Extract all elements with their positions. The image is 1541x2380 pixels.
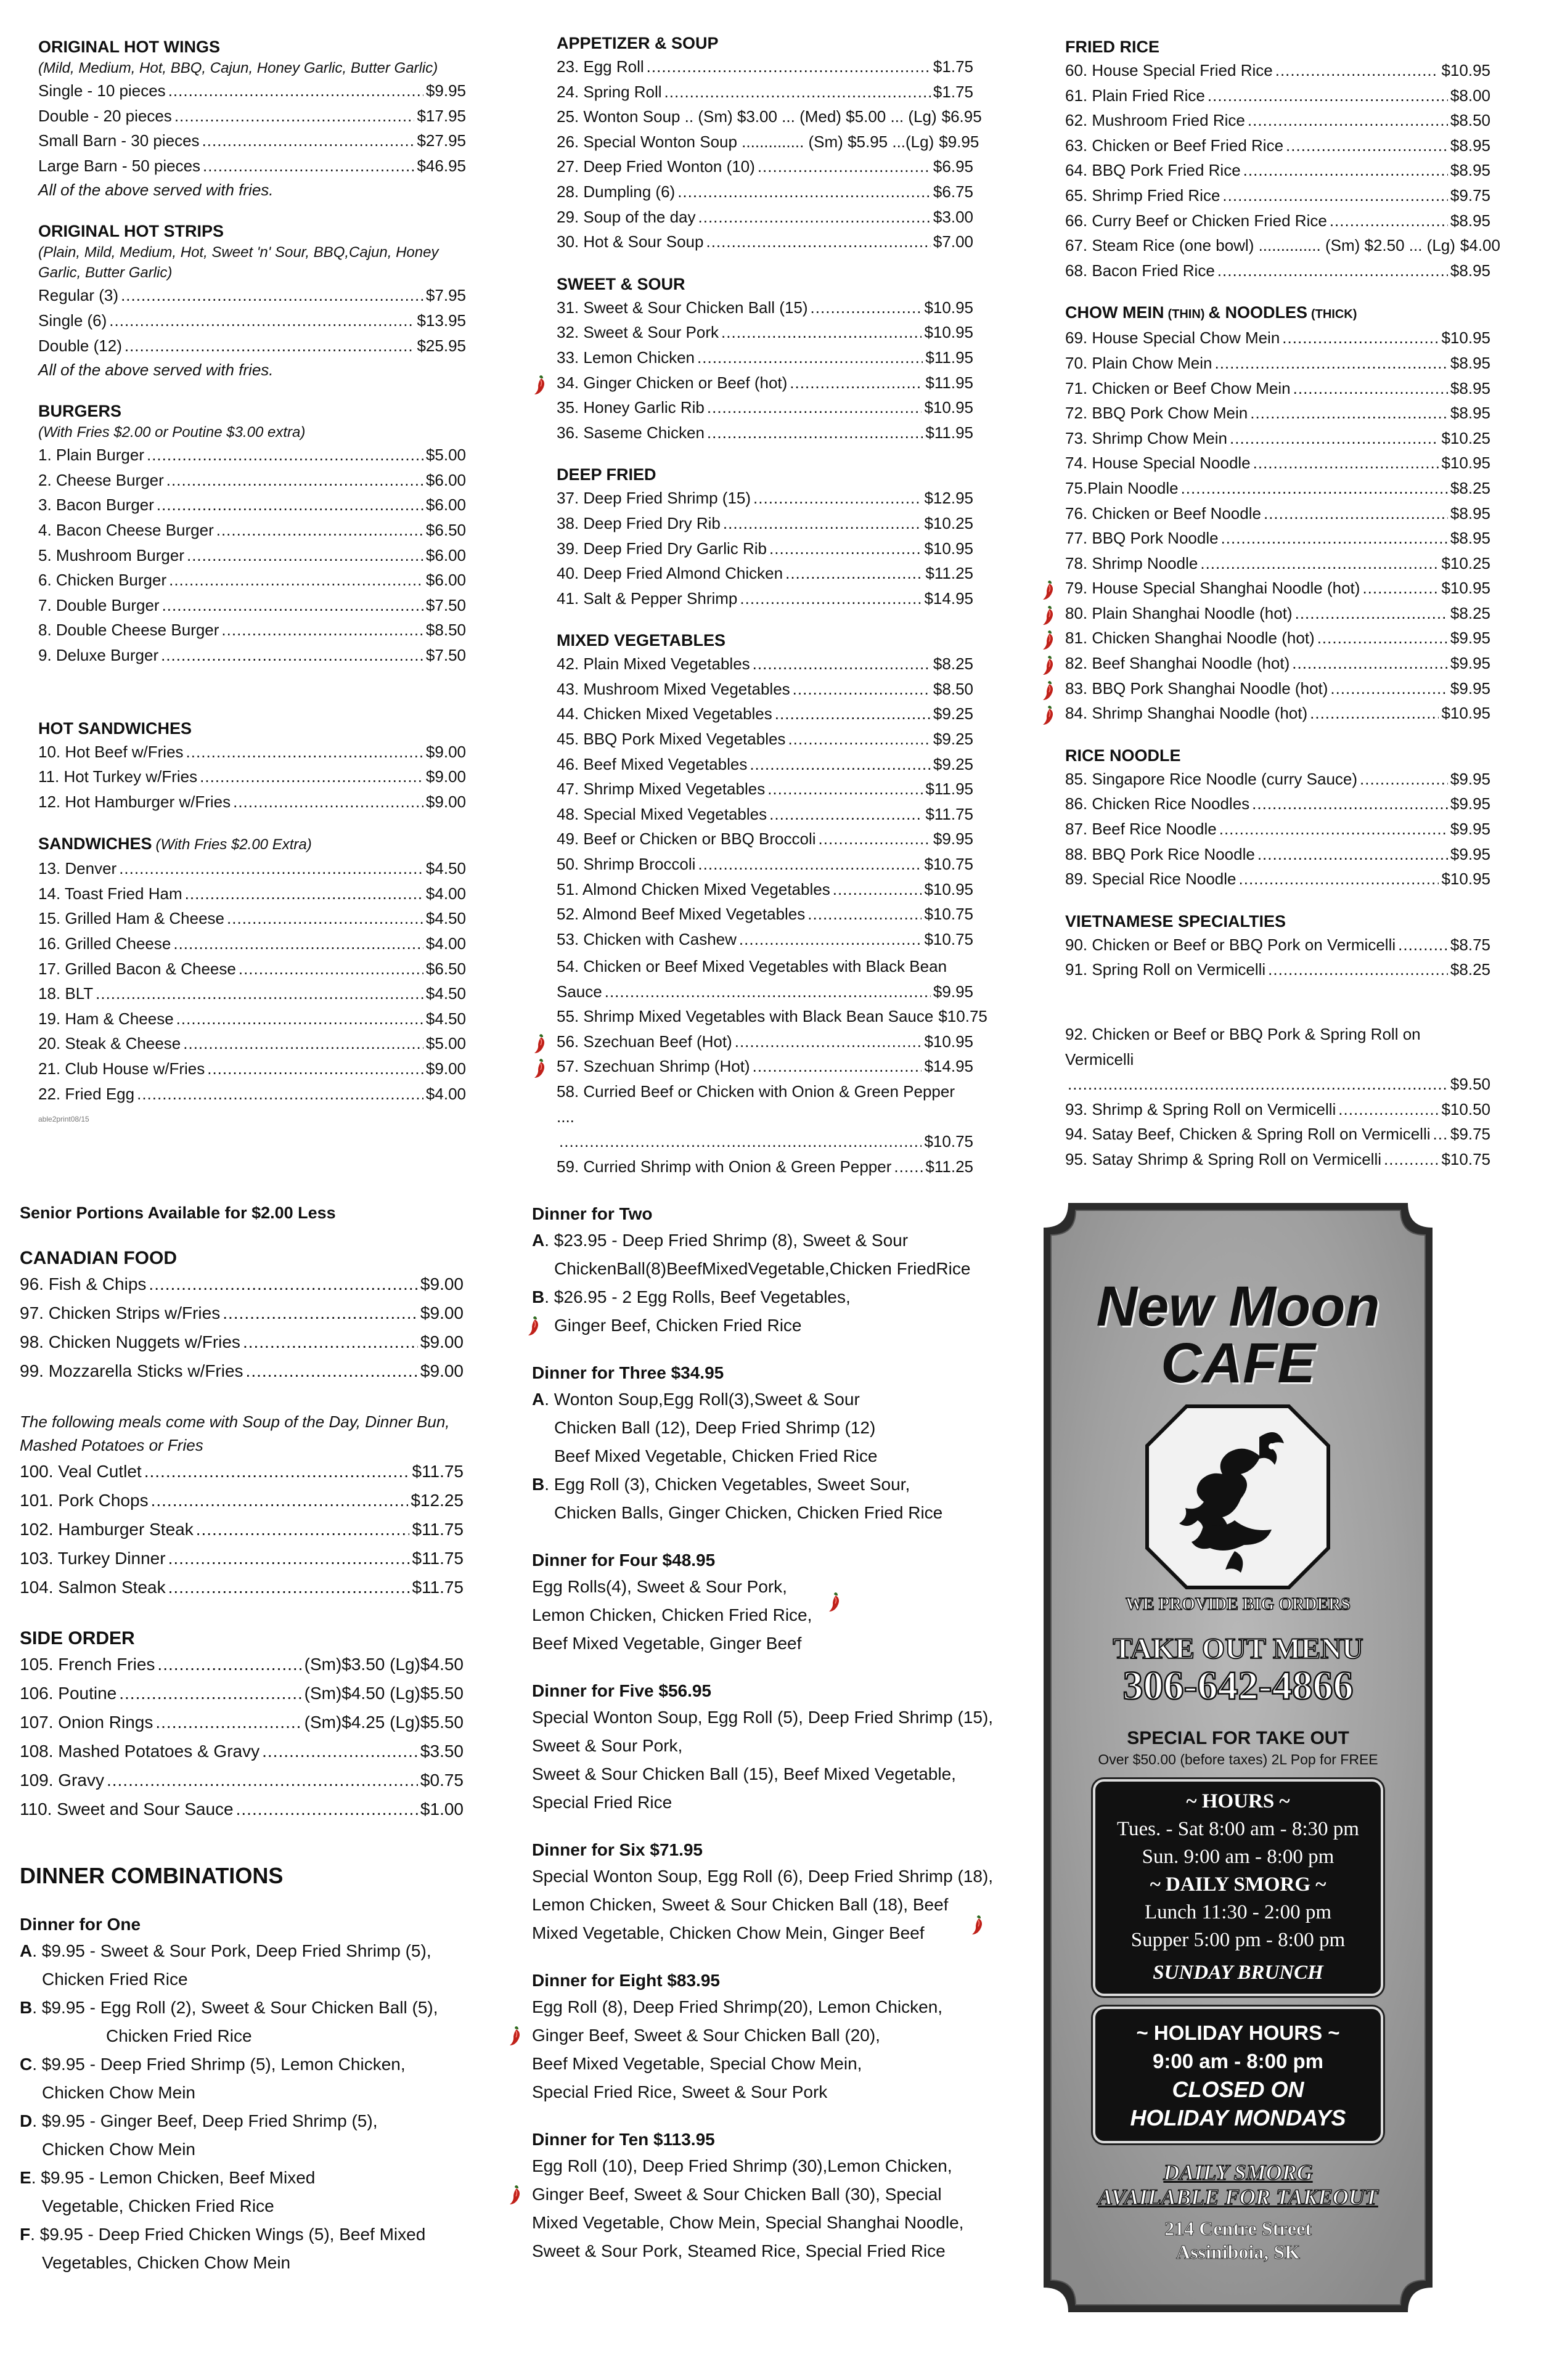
dinner-one-option: A. $9.95 - Sweet & Sour Pork, Deep Fried Shrimp (5), — [20, 1941, 431, 1960]
chili-pepper-icon — [509, 2025, 522, 2046]
senior-note: Senior Portions Available for $2.00 Less — [20, 1204, 336, 1222]
chili-pepper-icon — [527, 1315, 541, 1336]
side-item: 107. Onion Rings ..... (Sm)$4.25 (Lg)$5.50 — [20, 1708, 464, 1737]
menu-item: 82. Beef Shanghai Noodle (hot) ..... $9.95 — [1065, 651, 1490, 676]
menu-item: Single - 10 pieces ..... $9.95 — [38, 78, 466, 104]
menu-column-2-tail — [557, 954, 987, 1179]
special-title: SPECIAL FOR TAKE OUT — [1127, 1728, 1349, 1748]
menu-item: 36. Saseme Chicken ..... $11.95 — [557, 420, 973, 446]
item-58-line2: ..... $10.75 — [557, 1129, 973, 1154]
menu-item: 26. Special Wonton Soup .............. (Sm) $5.95 ...(Lg) $9.95 — [557, 132, 979, 151]
lunch-hours: Lunch 11:30 - 2:00 pm — [1144, 1901, 1332, 1923]
section-subtitle: (Mild, Medium, Hot, BBQ, Cajun, Honey Garlic, Butter Garlic) — [38, 60, 438, 76]
menu-item: 70. Plain Chow Mein ..... $8.95 — [1065, 351, 1490, 376]
menu-item: 27. Deep Fried Wonton (10) ..... $6.95 — [557, 154, 973, 179]
menu-column-1 — [38, 36, 466, 1123]
menu-item: 19. Ham & Cheese ..... $4.50 — [38, 1006, 466, 1032]
menu-item: 95. Satay Shrimp & Spring Roll on Vermicelli ..... $10.75 — [1065, 1147, 1490, 1172]
chili-pepper-icon — [533, 1033, 547, 1054]
menu-item: 2. Cheese Burger ..... $6.00 — [38, 468, 466, 493]
meals-note-2: Mashed Potatoes or Fries — [20, 1436, 203, 1454]
menu-item: 71. Chicken or Beef Chow Mein ..... $8.95 — [1065, 376, 1490, 401]
dinner-one-option: B. $9.95 - Egg Roll (2), Sweet & Sour Chicken Ball (5), — [20, 1998, 438, 2017]
menu-item: 83. BBQ Pork Shanghai Noodle (hot) ..... $9.95 — [1065, 676, 1490, 701]
menu-item: 40. Deep Fried Almond Chicken ..... $11.25 — [557, 561, 973, 586]
dinner-three-title: Dinner for Three $34.95 — [532, 1363, 724, 1382]
chili-pepper-icon — [1042, 579, 1055, 600]
menu-item: 38. Deep Fried Dry Rib ..... $10.25 — [557, 511, 973, 536]
menu-item: 73. Shrimp Chow Mein ..... $10.25 — [1065, 426, 1490, 451]
hours-box — [1093, 1779, 1383, 1996]
meal-item: 103. Turkey Dinner ..... $11.75 — [20, 1544, 464, 1573]
menu-item: 90. Chicken or Beef or BBQ Pork on Vermicelli ..... $8.75 — [1065, 932, 1490, 958]
hours-title: ~ HOURS ~ — [1186, 1790, 1290, 1812]
menu-item: 84. Shrimp Shanghai Noodle (hot) ..... $10.95 — [1065, 701, 1490, 726]
available-takeout-banner: AVAILABLE FOR TAKEOUT — [1098, 2185, 1378, 2209]
menu-item: 4. Bacon Cheese Burger ..... $6.50 — [38, 518, 466, 543]
supper-hours: Supper 5:00 pm - 8:00 pm — [1130, 1929, 1346, 1951]
menu-item: 61. Plain Fried Rice ..... $8.00 — [1065, 83, 1490, 108]
menu-item: 77. BBQ Pork Noodle ..... $8.95 — [1065, 526, 1490, 551]
chili-pepper-icon — [1042, 605, 1055, 626]
menu-item: 66. Curry Beef or Chicken Fried Rice ..... $8.95 — [1065, 208, 1490, 234]
holiday-hours: 9:00 am - 8:00 pm — [1153, 2050, 1323, 2072]
menu-item: 1. Plain Burger ..... $5.00 — [38, 442, 466, 468]
dinner-one-option: C. $9.95 - Deep Fried Shrimp (5), Lemon Chicken, — [20, 2055, 406, 2074]
section-title: ORIGINAL HOT STRIPS — [38, 222, 224, 241]
holiday-title: ~ HOLIDAY HOURS ~ — [1136, 2021, 1340, 2044]
side-order-title: SIDE ORDER — [20, 1628, 135, 1648]
dragon-logo-icon — [1167, 1419, 1309, 1579]
chili-pepper-icon — [828, 1591, 841, 1612]
menu-item: 48. Special Mixed Vegetables ..... $11.75 — [557, 802, 973, 827]
section-title: SANDWICHES (With Fries $2.00 Extra) — [38, 834, 312, 854]
meal-item: 102. Hamburger Steak ..... $11.75 — [20, 1515, 464, 1544]
section-title: FRIED RICE — [1065, 38, 1160, 56]
menu-item: 72. BBQ Pork Chow Mein ..... $8.95 — [1065, 401, 1490, 426]
menu-item: 44. Chicken Mixed Vegetables ..... $9.25 — [557, 701, 973, 727]
menu-item: 49. Beef or Chicken or BBQ Broccoli ..... $9.95 — [557, 826, 973, 852]
address-line-2: Assiniboia, SK — [1176, 2241, 1300, 2263]
menu-item: 65. Shrimp Fried Rice ..... $9.75 — [1065, 183, 1490, 208]
menu-item: 52. Almond Beef Mixed Vegetables ..... $10.75 — [557, 902, 973, 927]
menu-item: 78. Shrimp Noodle ..... $10.25 — [1065, 551, 1490, 576]
big-orders-text: WE PROVIDE BIG ORDERS — [1126, 1595, 1351, 1614]
dinner-one-option-cont: Vegetable, Chicken Fried Rice — [42, 2196, 274, 2215]
menu-item: 14. Toast Fried Ham ..... $4.00 — [38, 881, 466, 907]
menu-item: 13. Denver ..... $4.50 — [38, 856, 466, 881]
menu-item: 50. Shrimp Broccoli ..... $10.75 — [557, 852, 973, 877]
phone-number: 306-642-4866 — [1122, 1663, 1354, 1708]
menu-item: 79. House Special Shanghai Noodle (hot) ..... $10.95 — [1065, 576, 1490, 601]
menu-item: 63. Chicken or Beef Fried Rice ..... $8.95 — [1065, 133, 1490, 158]
section-title: DEEP FRIED — [557, 465, 656, 484]
menu-item: 91. Spring Roll on Vermicelli ..... $8.25 — [1065, 957, 1490, 982]
dinner-one-option: F. $9.95 - Deep Fried Chicken Wings (5), Beef Mixed — [20, 2225, 426, 2244]
dinner-four-title: Dinner for Four $48.95 — [532, 1551, 716, 1570]
section-title: RICE NOODLE — [1065, 746, 1181, 765]
section-title: BURGERS — [38, 402, 122, 421]
menu-item: 28. Dumpling (6) ..... $6.75 — [557, 179, 973, 205]
menu-item: 31. Sweet & Sour Chicken Ball (15) ..... $10.95 — [557, 295, 973, 320]
canadian-item: 99. Mozzarella Sticks w/Fries ..... $9.00 — [20, 1356, 464, 1385]
menu-item: 75.Plain Noodle ..... $8.25 — [1065, 476, 1490, 501]
side-item: 110. Sweet and Sour Sauce ..... $1.00 — [20, 1795, 464, 1824]
item-57: 57. Szechuan Shrimp (Hot) ..... $14.95 — [557, 1054, 973, 1079]
dinner-one-title: Dinner for One — [20, 1915, 141, 1934]
dinner-combinations-title: DINNER COMBINATIONS — [20, 1863, 284, 1888]
special-subtitle: Over $50.00 (before taxes) 2L Pop for FREE — [1098, 1751, 1378, 1767]
chili-pepper-icon — [1042, 704, 1055, 725]
meal-item: 104. Salmon Steak ..... $11.75 — [20, 1573, 464, 1602]
menu-column-3-tail — [1065, 1022, 1490, 1172]
menu-item: 16. Grilled Cheese ..... $4.00 — [38, 931, 466, 956]
canadian-title: CANADIAN FOOD — [20, 1248, 177, 1268]
chili-pepper-icon — [509, 2184, 522, 2205]
item-59: 59. Curried Shrimp with Onion & Green Pepper ..... $11.25 — [557, 1154, 973, 1180]
section-title: CHOW MEIN (THIN) & NOODLES (THICK) — [1065, 303, 1357, 322]
menu-item: 17. Grilled Bacon & Cheese ..... $6.50 — [38, 956, 466, 982]
menu-item: 51. Almond Chicken Mixed Vegetables ..... $10.95 — [557, 877, 973, 902]
menu-item: Double - 20 pieces ..... $17.95 — [38, 104, 466, 129]
menu-item: 18. BLT ..... $4.50 — [38, 981, 466, 1006]
menu-item: 7. Double Burger ..... $7.50 — [38, 593, 466, 618]
section-title: SWEET & SOUR — [557, 274, 685, 293]
restaurant-info-panel — [1044, 1203, 1433, 2312]
menu-item: 21. Club House w/Fries ..... $9.00 — [38, 1056, 466, 1082]
dinner-one-option-cont: Chicken Fried Rice — [106, 2026, 252, 2045]
menu-item: 86. Chicken Rice Noodles ..... $9.95 — [1065, 791, 1490, 817]
section-note: All of the above served with fries. — [38, 361, 274, 380]
menu-item: 8. Double Cheese Burger ..... $8.50 — [38, 617, 466, 643]
dinner-one-option: D. $9.95 - Ginger Beef, Deep Fried Shrimp (5), — [20, 2111, 378, 2130]
lower-middle-column: Dinner for Two A. $23.95 - Deep Fried Shrimp (8), Sweet & Sour ChickenBall(8)BeefMixedVegetable,Chicken FriedRice B. $26.95 - 2 Egg Rolls, Beef Vegetables, Ginger Beef, Chicken Fried Rice Dinner for Three $34.95 A. Wonton Soup,Egg Roll(3),Sweet & Sour Chicken Ball (12), Deep Fried Shrimp (12) Beef Mixed Vegetable, Chicken Fried Rice B. Egg Roll (3), Chicken Vegetables, Sweet Sour, Chicken Balls, Ginger Chicken, Chicken Fried Rice Dinner for Four $48.95 Egg Rolls(4), Sweet & Sour Pork, Lemon Chicken, Chicken Fried Rice, Beef Mixed Vegetable, Ginger Beef Dinner for Five $56.95 Special Wonton Soup, Egg Roll (5), Deep Fried Shrimp (15), Sweet & Sour Pork, Sweet & Sour Chicken Ball (15), Beef Mixed Vegetable, Special Fried Rice Dinner for Six $71.95 Special Wonton Soup, Egg Roll (6), Deep Fried Shrimp (18), Lemon Chicken, Sweet & Sour Chicken Ball (18), Beef Mixed Vegetable, Chicken Chow Mein, Ginger Beef Dinner for Eight $83.95 Egg Roll (8), Deep Fried Shrimp(20), Lemon Chicken, Ginger Beef, Sweet & Sour Chicken Ball (20), Beef Mixed Vegetable, Special Chow Mein, Special Fried Rice, Sweet & Sour Pork Dinner for Ten $113.95 Egg Roll (10), Deep Fried Shrimp (30),Lemon Chicken, Ginger Beef, Sweet & Sour Chicken Ball (30), Special Mixed Vegetable, Chow Mein, Special Shanghai Noodle, Sweet & Sour Pork, Steamed Rice, Special Fried Rice — [532, 1202, 1000, 2265]
side-item: 105. French Fries ..... (Sm)$3.50 (Lg)$4.50 — [20, 1650, 464, 1679]
menu-item: 43. Mushroom Mixed Vegetables ..... $8.50 — [557, 677, 973, 702]
item-54-line2: Sauce ..... $9.95 — [557, 979, 973, 1005]
section-title: ORIGINAL HOT WINGS — [38, 38, 220, 56]
dinner-ten-title: Dinner for Ten $113.95 — [532, 2130, 715, 2149]
sunday-brunch: SUNDAY BRUNCH — [1153, 1962, 1323, 1984]
menu-item: 87. Beef Rice Noodle ..... $9.95 — [1065, 817, 1490, 842]
dinner-one-option-cont: Vegetables, Chicken Chow Mein — [42, 2253, 291, 2272]
menu-item: 11. Hot Turkey w/Fries ..... $9.00 — [38, 764, 466, 789]
menu-item: Large Barn - 50 pieces ..... $46.95 — [38, 153, 466, 179]
chili-pepper-icon — [533, 374, 547, 395]
takeout-menu-title: TAKE OUT MENU — [1113, 1632, 1363, 1665]
menu-item: 5. Mushroom Burger ..... $6.00 — [38, 543, 466, 568]
meals-note-1: The following meals come with Soup of the Day, Dinner Bun, — [20, 1412, 450, 1431]
menu-item: 33. Lemon Chicken ..... $11.95 — [557, 345, 973, 370]
menu-item: 42. Plain Mixed Vegetables ..... $8.25 — [557, 651, 973, 677]
menu-item: 9. Deluxe Burger ..... $7.50 — [38, 643, 466, 668]
section-title: HOT SANDWICHES — [38, 719, 192, 738]
menu-item: 10. Hot Beef w/Fries ..... $9.00 — [38, 740, 466, 765]
menu-item: 64. BBQ Pork Fried Rice ..... $8.95 — [1065, 158, 1490, 183]
menu-item: 80. Plain Shanghai Noodle (hot) ..... $8.25 — [1065, 601, 1490, 626]
item-92-line2: ..... $9.50 — [1065, 1072, 1490, 1097]
menu-item: 41. Salt & Pepper Shrimp ..... $14.95 — [557, 586, 973, 611]
menu-item: 39. Deep Fried Dry Garlic Rib ..... $10.95 — [557, 536, 973, 561]
menu-item: 23. Egg Roll ..... $1.75 — [557, 54, 973, 79]
menu-item: Regular (3) ..... $7.95 — [38, 283, 466, 308]
menu-item: 60. House Special Fried Rice ..... $10.95 — [1065, 58, 1490, 83]
dinner-one-option-cont: Chicken Fried Rice — [42, 1970, 188, 1989]
dinner-six-title: Dinner for Six $71.95 — [532, 1840, 703, 1859]
menu-item: 22. Fried Egg ..... $4.00 — [38, 1082, 466, 1107]
menu-item: 37. Deep Fried Shrimp (15) ..... $12.95 — [557, 486, 973, 511]
section-title: MIXED VEGETABLES — [557, 631, 726, 650]
menu-item: 29. Soup of the day ..... $3.00 — [557, 205, 973, 230]
menu-item: 45. BBQ Pork Mixed Vegetables ..... $9.25 — [557, 727, 973, 752]
dinner-five-title: Dinner for Five $56.95 — [532, 1681, 712, 1700]
menu-item: 24. Spring Roll ..... $1.75 — [557, 79, 973, 105]
menu-item: 93. Shrimp & Spring Roll on Vermicelli ..... $10.50 — [1065, 1097, 1490, 1122]
canadian-item: 98. Chicken Nuggets w/Fries ..... $9.00 — [20, 1327, 464, 1356]
menu-column-2 — [557, 32, 982, 952]
menu-item: 81. Chicken Shanghai Noodle (hot) ..... $9.95 — [1065, 626, 1490, 651]
menu-item: 30. Hot & Sour Soup ..... $7.00 — [557, 229, 973, 255]
menu-item: Small Barn - 30 pieces ..... $27.95 — [38, 128, 466, 153]
menu-item: 89. Special Rice Noodle ..... $10.95 — [1065, 866, 1490, 892]
hours-line-1: Tues. - Sat 8:00 am - 8:30 pm — [1117, 1818, 1359, 1840]
item-92-line1: 92. Chicken or Beef or BBQ Pork & Spring Roll on Vermicelli — [1065, 1025, 1421, 1069]
side-item: 109. Gravy ..... $0.75 — [20, 1766, 464, 1795]
menu-item: 67. Steam Rice (one bowl) .............. (Sm) $2.50 ... (Lg) $4.00 — [1065, 236, 1500, 255]
menu-item: 35. Honey Garlic Rib ..... $10.95 — [557, 395, 973, 420]
chili-pepper-icon — [1042, 654, 1055, 675]
section-title: APPETIZER & SOUP — [557, 34, 719, 52]
menu-item: 68. Bacon Fried Rice ..... $8.95 — [1065, 258, 1490, 283]
side-item: 106. Poutine ..... (Sm)$4.50 (Lg)$5.50 — [20, 1679, 464, 1708]
menu-item: 34. Ginger Chicken or Beef (hot) ..... $11.95 — [557, 370, 973, 396]
menu-item: 46. Beef Mixed Vegetables ..... $9.25 — [557, 752, 973, 777]
menu-item: 3. Bacon Burger ..... $6.00 — [38, 492, 466, 518]
dinner-one-option-cont: Chicken Chow Mein — [42, 2140, 195, 2159]
holiday-box — [1093, 2007, 1383, 2143]
meal-item: 101. Pork Chops ..... $12.25 — [20, 1486, 464, 1515]
section-note: All of the above served with fries. — [38, 181, 274, 200]
menu-column-3 — [1065, 36, 1500, 982]
daily-smorg-title: ~ DAILY SMORG ~ — [1150, 1873, 1326, 1896]
hours-line-2: Sun. 9:00 am - 8:00 pm — [1142, 1846, 1335, 1868]
menu-item: 12. Hot Hamburger w/Fries ..... $9.00 — [38, 789, 466, 815]
menu-item: 69. House Special Chow Mein ..... $10.95 — [1065, 325, 1490, 351]
closed-line-1: CLOSED ON — [1172, 2077, 1304, 2102]
menu-item: 74. House Special Noodle ..... $10.95 — [1065, 450, 1490, 476]
menu-item: 85. Singapore Rice Noodle (curry Sauce) ..... $9.95 — [1065, 767, 1490, 792]
section-subtitle: (Plain, Mild, Medium, Hot, Sweet 'n' Sour, BBQ,Cajun, Honey Garlic, Butter Garlic) — [38, 244, 439, 282]
menu-item: Single (6) ..... $13.95 — [38, 308, 466, 333]
restaurant-name: New Moon — [1096, 1275, 1380, 1338]
menu-item: 76. Chicken or Beef Noodle ..... $8.95 — [1065, 501, 1490, 526]
side-item: 108. Mashed Potatoes & Gravy ..... $3.50 — [20, 1737, 464, 1766]
menu-item: 20. Steak & Cheese ..... $5.00 — [38, 1031, 466, 1056]
lower-left-column — [20, 1200, 464, 2277]
section-title: VIETNAMESE SPECIALTIES — [1065, 911, 1286, 931]
print-code: able2print08/15 — [38, 1115, 89, 1124]
chili-pepper-icon — [1042, 629, 1055, 650]
address-line-1: 214 Centre Street — [1164, 2217, 1312, 2239]
menu-item: 6. Chicken Burger ..... $6.00 — [38, 568, 466, 593]
canadian-item: 97. Chicken Strips w/Fries ..... $9.00 — [20, 1298, 464, 1327]
dinner-eight-title: Dinner for Eight $83.95 — [532, 1971, 720, 1990]
chili-pepper-icon — [1042, 680, 1055, 701]
item-55: 55. Shrimp Mixed Vegetables with Black Bean Sauce $10.75 — [557, 1007, 987, 1026]
restaurant-cafe: CAFE — [1161, 1332, 1315, 1395]
dinner-one-option-cont: Chicken Chow Mein — [42, 2083, 195, 2102]
meal-item: 100. Veal Cutlet ..... $11.75 — [20, 1457, 464, 1486]
closed-line-2: HOLIDAY MONDAYS — [1130, 2105, 1346, 2130]
item-54-line1: 54. Chicken or Beef Mixed Vegetables with Black Bean — [557, 957, 947, 976]
menu-item: 32. Sweet & Sour Pork ..... $10.95 — [557, 320, 973, 345]
menu-item: 47. Shrimp Mixed Vegetables ..... $11.95 — [557, 776, 973, 802]
menu-item: Double (12) ..... $25.95 — [38, 333, 466, 359]
menu-item: 53. Chicken with Cashew ..... $10.75 — [557, 927, 973, 952]
canadian-item: 96. Fish & Chips ..... $9.00 — [20, 1269, 464, 1298]
daily-smorg-banner: DAILY SMORG — [1163, 2160, 1313, 2185]
menu-item: 88. BBQ Pork Rice Noodle ..... $9.95 — [1065, 842, 1490, 867]
item-58-line1: 58. Curried Beef or Chicken with Onion & Green Pepper .... — [557, 1082, 955, 1126]
menu-item: 25. Wonton Soup .. (Sm) $3.00 ... (Med) $5.00 ... (Lg) $6.95 — [557, 107, 982, 126]
section-subtitle: (With Fries $2.00 or Poutine $3.00 extra) — [38, 424, 306, 441]
item-56: 56. Szechuan Beef (Hot) ..... $10.95 — [557, 1029, 973, 1054]
chili-pepper-icon — [971, 1914, 984, 1935]
chili-pepper-icon — [533, 1058, 547, 1078]
menu-item: 94. Satay Beef, Chicken & Spring Roll on Vermicelli ..... $9.75 — [1065, 1122, 1490, 1147]
menu-item: 15. Grilled Ham & Cheese ..... $4.50 — [38, 906, 466, 931]
menu-item: 62. Mushroom Fried Rice ..... $8.50 — [1065, 108, 1490, 133]
dinner-two-title: Dinner for Two — [532, 1204, 653, 1223]
dinner-one-option: E. $9.95 - Lemon Chicken, Beef Mixed — [20, 2168, 316, 2187]
